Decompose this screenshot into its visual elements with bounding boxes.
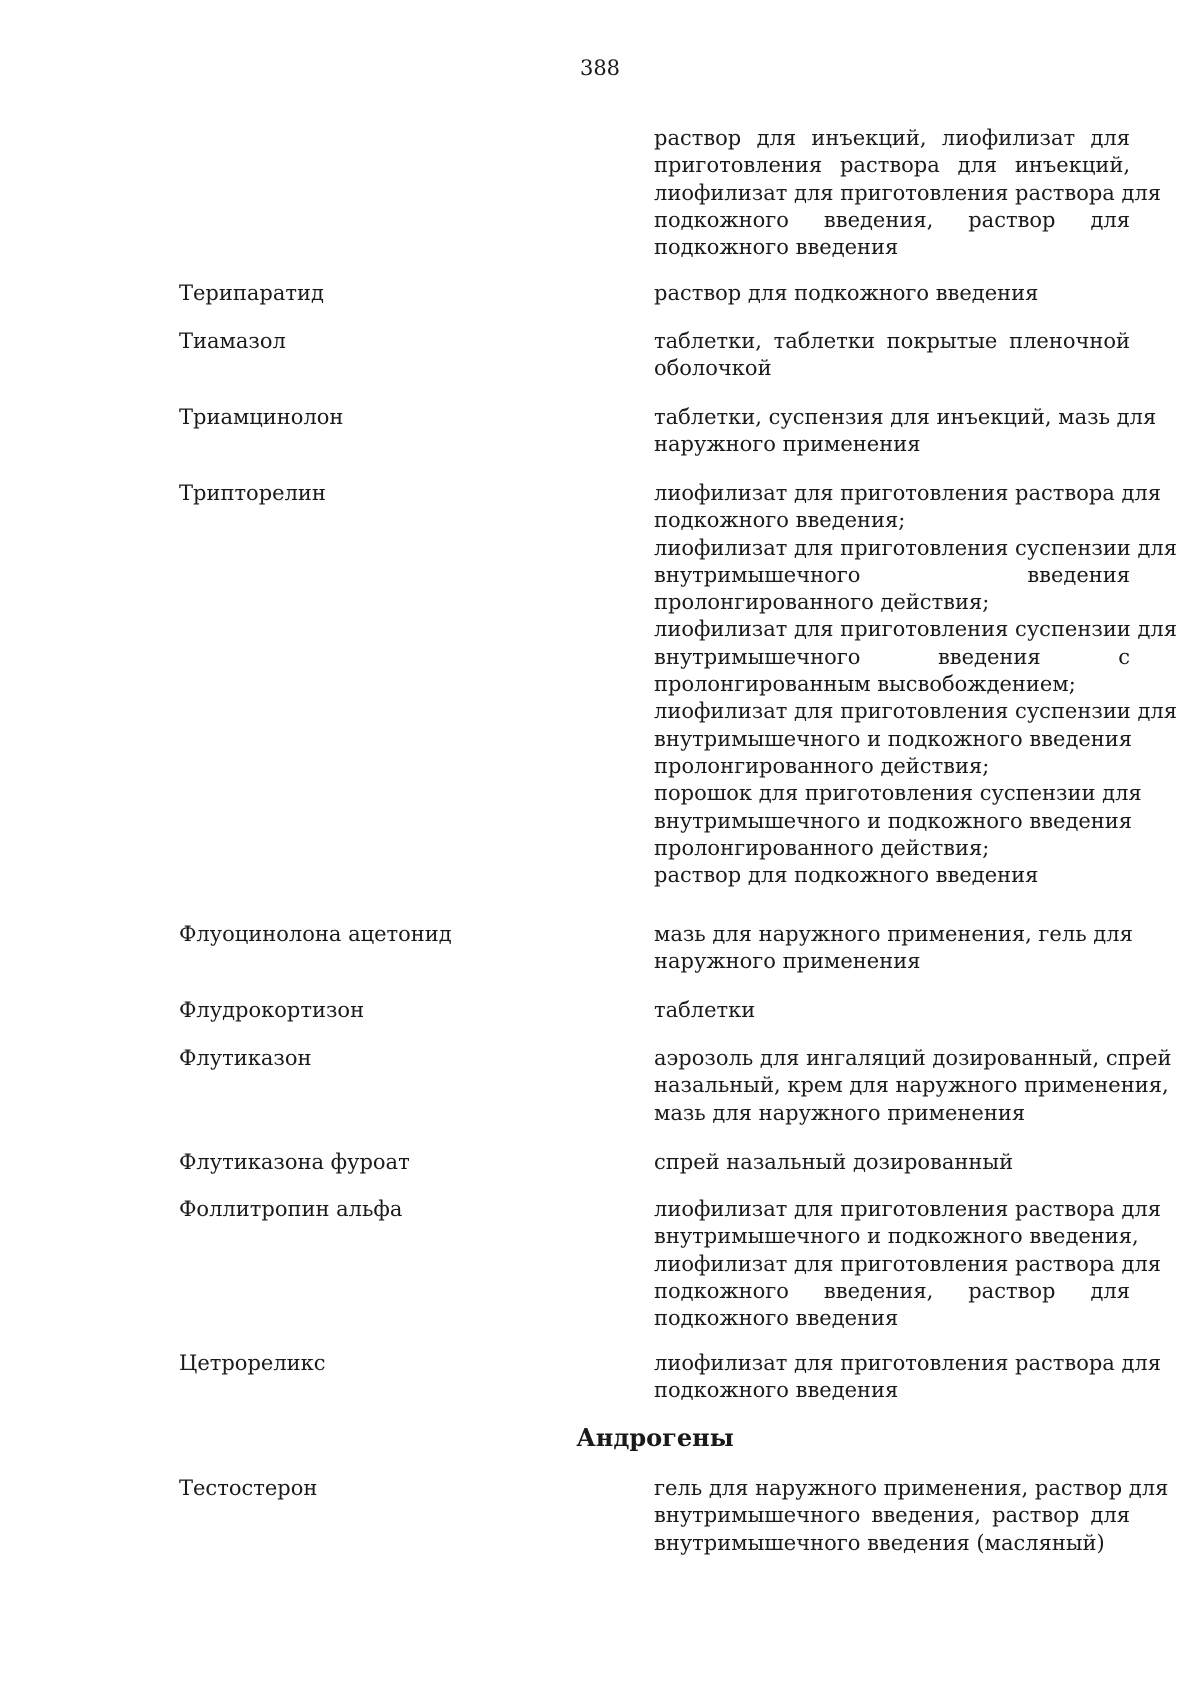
drug-name: Фоллитропин альфа [179, 1197, 403, 1221]
drug-name: Терипаратид [179, 281, 324, 305]
dosage-forms [654, 1045, 1172, 1127]
page-number: 388 [579, 56, 621, 80]
dosage-form-line: внутримышечного введения с [654, 644, 1130, 669]
dosage-form-line: внутримышечного и подкожного введения, [654, 1224, 1139, 1249]
dosage-form-line: наружного применения [654, 949, 921, 974]
drug-name: Цетрореликс [179, 1351, 326, 1375]
dosage-forms [654, 1350, 1162, 1405]
dosage-forms [654, 1149, 1130, 1176]
dosage-form-line: таблетки, таблетки покрытые пленочной [654, 329, 1130, 353]
dosage-form-line: внутримышечного и подкожного введения [654, 808, 1133, 833]
dosage-form-line: раствор для инъекций, лиофилизат для [654, 126, 1130, 150]
dosage-form-line: внутримышечного и подкожного введения [654, 726, 1133, 751]
dosage-form-line: подкожного введения; [654, 508, 906, 533]
dosage-form-line: спрей назальный дозированный [654, 1150, 1014, 1174]
dosage-form-line: назальный, крем для наружного применения, [654, 1073, 1169, 1098]
dosage-form-line: лиофилизат для приготовления раствора для [654, 1351, 1162, 1375]
dosage-forms [654, 280, 1130, 307]
dosage-form-line: пролонгированным высвобождением; [654, 672, 1076, 697]
dosage-form-line: лиофилизат для приготовления раствора для [654, 180, 1162, 205]
dosage-form-line: оболочкой [654, 356, 772, 381]
dosage-form-line: подкожного введения, раствор для [654, 1278, 1130, 1303]
dosage-forms [654, 921, 1133, 976]
drug-name: Тестостерон [179, 1476, 318, 1500]
dosage-form-line: лиофилизат для приготовления суспензии для [654, 699, 1178, 724]
section-heading: Андрогены [576, 1423, 734, 1452]
dosage-form-line: внутримышечного введения [654, 562, 1130, 587]
dosage-forms [654, 480, 1178, 889]
drug-name: Тиамазол [179, 329, 286, 353]
dosage-forms [654, 328, 1130, 383]
dosage-forms [654, 997, 1130, 1024]
dosage-form-line: таблетки [654, 998, 756, 1022]
drug-name: Трипторелин [179, 481, 326, 505]
dosage-form-line: подкожного введения [654, 1306, 899, 1331]
dosage-form-line: лиофилизат для приготовления раствора для [654, 481, 1162, 505]
dosage-forms [654, 1475, 1169, 1557]
drug-name: Флутиказона фуроат [179, 1150, 410, 1174]
dosage-form-line: пролонгированного действия; [654, 590, 990, 615]
drug-name: Триамцинолон [179, 405, 344, 429]
dosage-form-line: порошок для приготовления суспензии для [654, 781, 1142, 806]
dosage-form-line: мазь для наружного применения, гель для [654, 922, 1133, 946]
dosage-form-line: приготовления раствора для инъекций, [654, 153, 1130, 178]
dosage-form-line: подкожного введения [654, 235, 899, 260]
dosage-form-line: раствор для подкожного введения [654, 863, 1039, 888]
dosage-form-line: раствор для подкожного введения [654, 281, 1039, 305]
drug-name: Флудрокортизон [179, 998, 365, 1022]
dosage-form-line: лиофилизат для приготовления суспензии для [654, 535, 1178, 560]
drug-name: Флутиказон [179, 1046, 312, 1070]
dosage-form-line: подкожного введения, раствор для [654, 207, 1130, 232]
dosage-forms [654, 1196, 1162, 1332]
dosage-form-line: лиофилизат для приготовления раствора для [654, 1197, 1162, 1221]
dosage-form-line: лиофилизат для приготовления суспензии для [654, 617, 1178, 642]
dosage-form-line: таблетки, суспензия для инъекций, мазь для [654, 405, 1157, 429]
dosage-form-line: гель для наружного применения, раствор для [654, 1476, 1169, 1500]
dosage-form-line: подкожного введения [654, 1378, 899, 1403]
dosage-form-line: наружного применения [654, 432, 921, 457]
dosage-form-line: мазь для наружного применения [654, 1100, 1026, 1125]
dosage-form-line: внутримышечного введения, раствор для [654, 1503, 1130, 1528]
dosage-forms [654, 125, 1162, 261]
dosage-forms [654, 404, 1157, 459]
dosage-form-line: лиофилизат для приготовления раствора для [654, 1251, 1162, 1276]
drug-name: Флуоцинолона ацетонид [179, 922, 452, 946]
dosage-form-line: пролонгированного действия; [654, 835, 990, 860]
dosage-form-line: внутримышечного введения (масляный) [654, 1530, 1105, 1555]
dosage-form-line: аэрозоль для ингаляций дозированный, спрей [654, 1046, 1172, 1070]
dosage-form-line: пролонгированного действия; [654, 753, 990, 778]
